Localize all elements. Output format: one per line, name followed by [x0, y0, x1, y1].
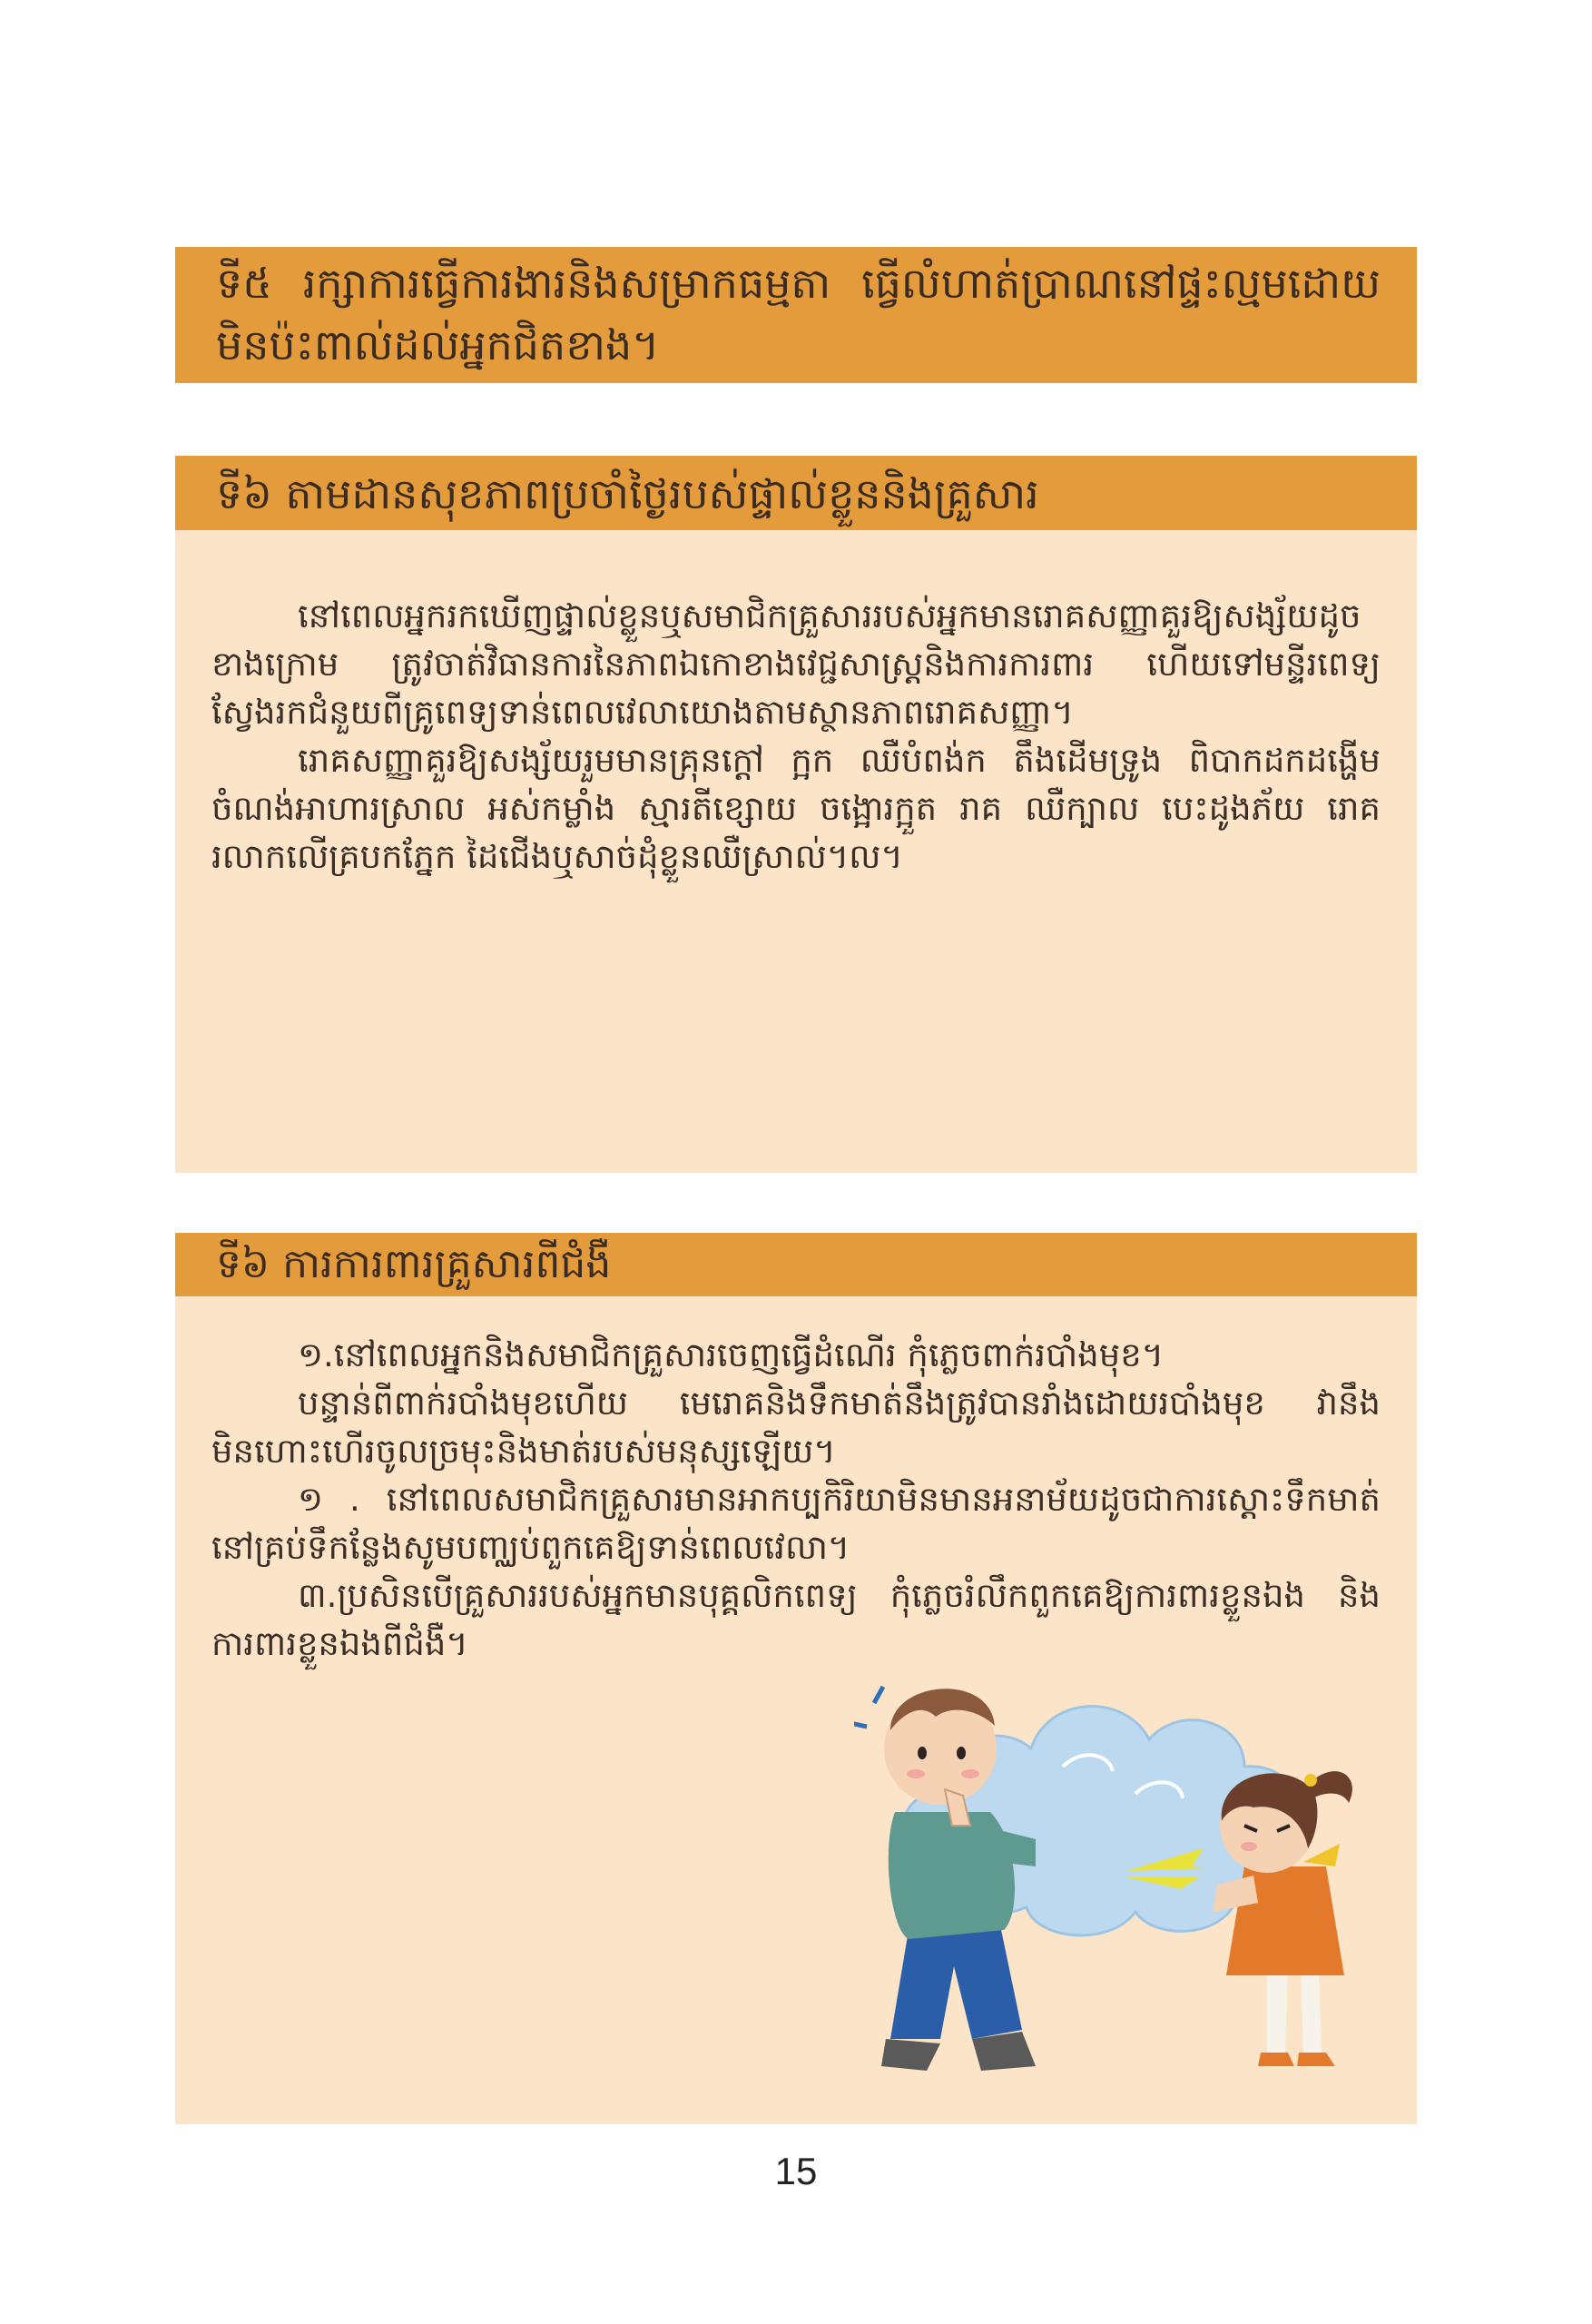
girl-figure [1213, 1771, 1352, 2066]
section-5-header: ទី៥ រក្សាការធ្វើការងារនិងសម្រាកធម្មតា ធ្វើលំហាត់ប្រាណនៅផ្ទះល្មមដោយមិនប៉ះពាល់ដល់អ្នកជិតខាង។ [175, 247, 1417, 383]
paragraph: ១.នៅពេលអ្នកនិងសមាជិកគ្រួសារចេញធ្វើដំណើរ កុំភ្លេចពាក់របាំងមុខ។ [298, 1335, 1165, 1374]
sneezing-illustration [854, 1640, 1381, 2112]
section-6b-body [175, 1296, 1417, 1668]
section-6a-body [175, 530, 1417, 881]
section-6-health-monitoring [175, 456, 1417, 1173]
paragraph: នៅពេលអ្នករកឃើញផ្ទាល់ខ្លួនឬសមាជិកគ្រួសាររបស់អ្នកមានរោគសញ្ញាគួរឱ្យសង្ស័យដូចខាងក្រោម ត្រូវចាត់វិធានការនៃភាពឯកោខាងវេជ្ជសាស្រ្តនិងការការពារ ហើយទៅមន្ទីរពេទ្យស្វែងរកជំនួយពីគ្រូពេទ្យទាន់ពេលវេលាយោងតាមស្ថានភាពរោគសញ្ញា។ [211, 596, 1381, 732]
page-number: 15 [774, 2150, 818, 2192]
paragraph: បន្ទាន់ពីពាក់របាំងមុខហើយ មេរោគនិងទឹកមាត់នឹងត្រូវបានរាំងដោយរបាំងមុខ វានឹងមិនហោះហើរចូលច្រមុះនិងមាត់របស់មនុស្សឡើយ។ [211, 1384, 1381, 1471]
paragraph: ៣.ប្រសិនបើគ្រួសាររបស់អ្នកមានបុគ្គលិកពេទ្យ កុំភ្លេចរំលឹកពួកគេឱ្យការពារខ្លួនឯង និងការពារខ្លួនឯងពីជំងឺ។ [211, 1576, 1381, 1663]
section-5 [175, 247, 1417, 383]
paragraph: រោគសញ្ញាគួរឱ្យសង្ស័យរួមមានគ្រុនក្តៅ ក្អក ឈឺបំពង់ក តឹងដើមទ្រូង ពិបាកដកដង្ហើម ចំណង់អាហារស្រាល អស់កម្លាំង ស្មារតីខ្សោយ ចង្អោរក្អួត រាគ ឈឺក្បាល បេះដូងភ័យ រោគរលាកលើគ្របកភ្នែក ដៃជើងឬសាច់ដុំខ្លួនឈឺស្រាល់។ល។ [211, 741, 1381, 876]
section-6a-header: ទី៦ តាមដានសុខភាពប្រចាំថ្ងៃរបស់ផ្ទាល់ខ្លួននិងគ្រួសារ [175, 456, 1417, 530]
section-6-family-protection [175, 1233, 1417, 2124]
section-6b-header: ទី៦ ការការពារគ្រួសារពីជំងឺ [175, 1233, 1417, 1296]
paragraph: ១ . នៅពេលសមាជិកគ្រួសារមានអាកប្បកិរិយាមិនមានអនាម័យដូចជាការស្តោះទឹកមាត់នៅគ្រប់ទឹកន្លែងសូមបញ្ឈប់ពួកគេឱ្យទាន់ពេលវេលា។ [211, 1480, 1381, 1567]
